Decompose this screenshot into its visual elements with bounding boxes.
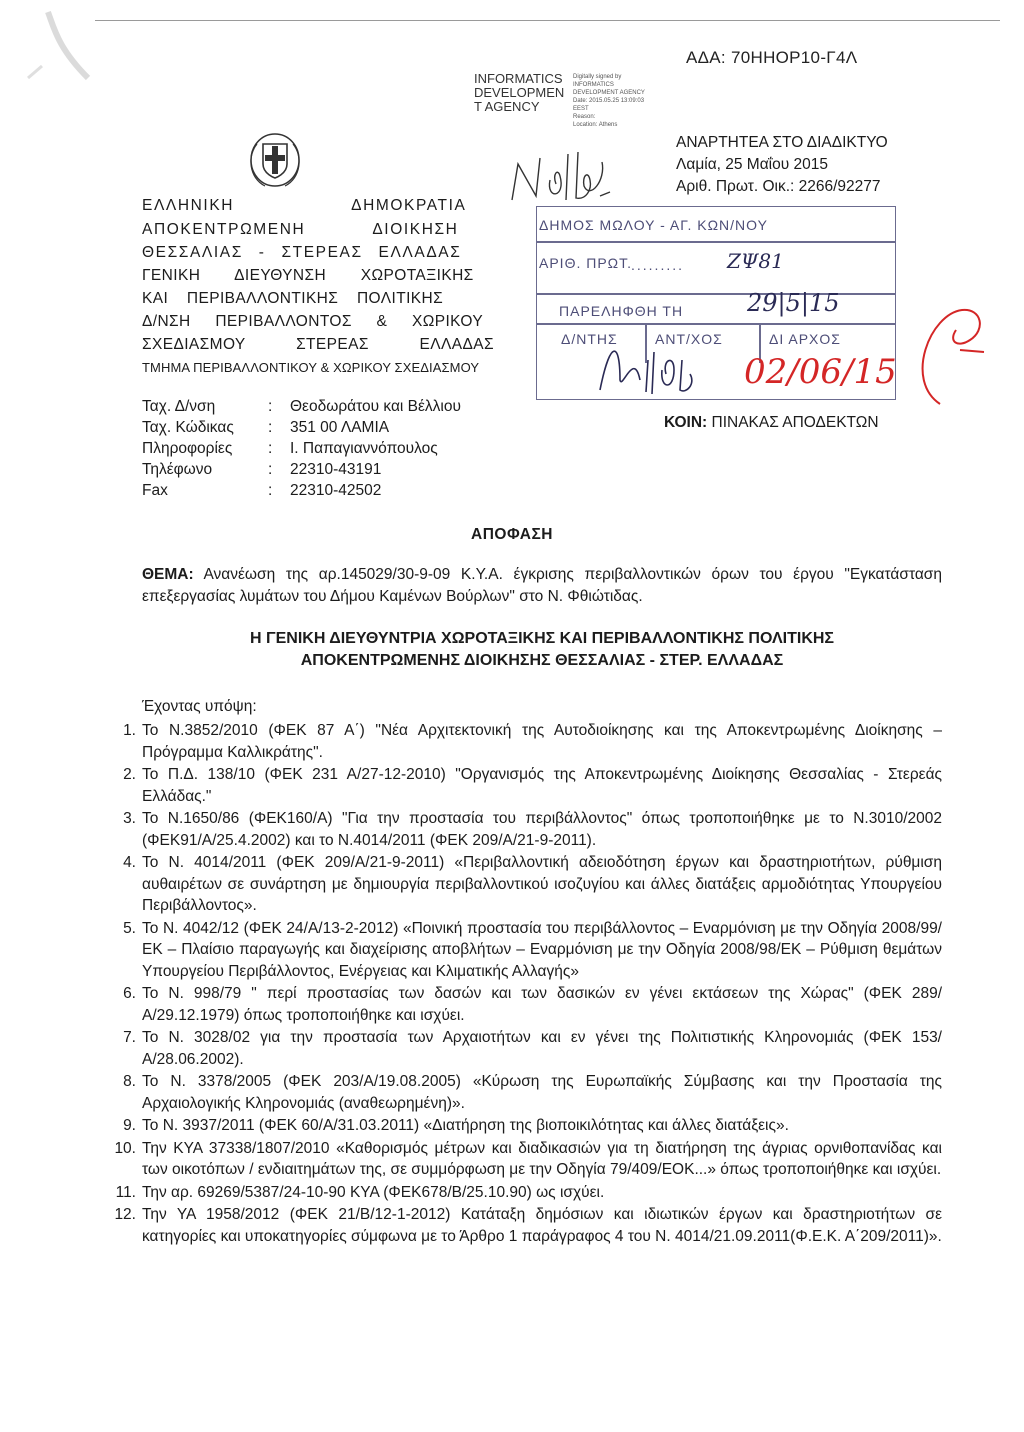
stamp-dots: ......... [631,257,685,273]
list-item [106,1071,942,1114]
list-item [106,983,942,1026]
list-item [106,852,942,917]
stamp-municipality: ΔΗΜΟΣ ΜΩΛΟΥ - ΑΓ. ΚΩΝ/ΝΟΥ [539,217,768,233]
stamp-deputy-label: ΑΝΤ/ΧΟΣ [655,331,723,347]
list-item-number: 7. [123,1029,136,1046]
scan-smudge [18,8,98,88]
list-item-number: 1. [123,722,136,739]
list-item [106,808,942,851]
legal-basis-list [106,720,942,1248]
list-item [106,1182,942,1204]
sig-detail-line: Date: 2015.05.25 13:09:03 [573,98,645,104]
header-text: ΓΕΝΙΚΗ ΔΙΕΥΘΥΝΣΗ ΧΩΡΟΤΑΞΙΚΗΣ [142,267,474,284]
contact-label: Τηλέφωνο [142,461,213,478]
cc-value: ΠΙΝΑΚΑΣ ΑΠΟΔΕΚΤΩΝ [711,414,879,431]
list-item-text: Την ΚΥΑ 37338/1807/2010 «Καθορισμός μέτρων και διαδικασιών για τη διατήρηση της άγριας ορνιθοπανίδας και των οικοτόπων / ενδιαιτημάτων της, σε συμμόρφωση με την Οδηγία 79/409/ΕΟΚ...» όπως τροποποιήθηκε και ισχύει. [142,1139,942,1178]
contact-row [142,440,502,462]
stamp-director-label: Δ/ΝΤΗΣ [561,331,618,347]
list-item-text: Το Ν. 3937/2011 (ΦΕΚ 60/Α/31.03.2011) «Διατήρηση της βιοποικιλότητας και άλλες διατάξεις». [142,1117,789,1134]
list-item-number: 8. [123,1073,136,1090]
list-item-number: 12. [114,1206,136,1223]
scan-edge-line [95,20,1000,21]
subject-text: Ανανέωση της αρ.145029/30-9-09 Κ.Υ.Α. έγκρισης περιβαλλοντικών όρων του έργου "Εγκατάσταση επεξεργασίας λυμάτων του Δήμου Καμένων Βούρλων" στο Ν. Φθιώτιδας. [142,566,942,605]
sig-detail-line: EEST [573,106,589,112]
header-line-2 [142,221,458,239]
list-item-number: 2. [123,766,136,783]
contact-colon: : [268,419,273,436]
contact-label: Ταχ. Κώδικας [142,419,234,436]
posting-title: ΑΝΑΡΤΗΤΕΑ ΣΤΟ ΔΙΑΔΙΚΤΥΟ [676,134,888,151]
sig-detail-line: Digitally signed by [573,74,622,80]
contact-label: Ταχ. Δ/νση [142,398,216,415]
contact-value: Ι. Παπαγιαννόπουλος [290,440,438,457]
header-text: Δ/ΝΣΗ ΠΕΡΙΒΑΛΛΟΝΤΟΣ & ΧΩΡΙΚΟΥ [142,313,484,330]
stamp-divider [537,293,895,295]
list-item-number: 4. [123,854,136,871]
header-line-1 [142,197,472,215]
considering-intro: Έχοντας υπόψη: [142,698,257,715]
header-text: ΕΛΛΗΝΙΚΗ ΔΗΜΟΚΡΑΤΙΑ [142,197,467,214]
sig-detail-line: DEVELOPMENT AGENCY [573,90,645,96]
list-item [106,1115,942,1137]
header-text: ΑΠΟΚΕΝΤΡΩΜΕΝΗ ΔΙΟΙΚΗΣΗ [142,221,459,238]
header-text: ΚΑΙ ΠΕΡΙΒΑΛΛΟΝΤΙΚΗΣ ΠΟΛΙΤΙΚΗΣ [142,290,444,307]
sig-org-line: DEVELOPMEN [474,85,565,100]
sig-detail-line: Location: Athens [573,122,618,128]
contact-row [142,461,502,483]
ada-code: ΑΔΑ: 70ΗΗΟΡ10-Γ4Λ [686,48,858,67]
header-line-7 [142,336,494,354]
list-item-text: Το Π.Δ. 138/10 (ΦΕΚ 231 Α/27-12-2010) "Οργανισμός της Αποκεντρωμένης Διοίκησης Θεσσαλίας - Στερεάς Ελλάδας." [142,766,942,805]
red-signature-scribble [900,300,990,410]
header-line-5 [142,290,443,308]
contact-row [142,398,502,420]
stamp-received-date: 29|5|15 [747,289,840,317]
list-item [106,764,942,807]
stamp-clerk-label: ΔΙ ΑΡΧΟΣ [769,331,841,347]
subject-label: ΘΕΜΑ: [142,566,194,583]
list-item-number: 3. [123,810,136,827]
stamp-protocol-label: ΑΡΙΘ. ΠΡΩΤ. [539,255,633,271]
document-date: Λαμία, 25 Μαΐου 2015 [676,156,829,173]
header-line-3 [142,244,461,262]
list-item-text: Το Ν. 3378/2005 (ΦΕΚ 203/Α/19.08.2005) «Κύρωση της Ευρωπαϊκής Σύμβασης και την Προστασία της Αρχαιολογικής Κληρονομιάς (αναθεωρημένη)». [142,1073,942,1112]
digital-signature-details [573,73,645,129]
header-line-6 [142,313,483,331]
header-line-4 [142,267,474,285]
contact-value: 22310-42502 [290,482,382,499]
cc-label: ΚΟΙΝ: [664,414,708,431]
contact-value: 351 00 ΛΑΜΙΑ [290,419,390,436]
list-item-text: Το Ν. 998/79 " περί προστασίας των δασών και των δασικών εν γένει εκτάσεων της Χώρας" (ΦΕΚ 289/Α/29.12.1979) όπως τροποποιήθηκε και ισχύει. [142,985,942,1024]
contact-label: Fax [142,482,168,499]
list-item [106,1027,942,1070]
sig-detail-line: INFORMATICS [573,82,614,88]
issuing-authority-line: ΑΠΟΚΕΝΤΡΩΜΕΝΗΣ ΔΙΟΙΚΗΣΗΣ ΘΕΣΣΑΛΙΑΣ - ΣΤΕΡ. ΕΛΛΑΔΑΣ [300,652,784,669]
stamp-protocol-value: ΖΨ81 [727,249,784,273]
sig-org-line: INFORMATICS [474,71,563,86]
red-handwritten-date: 02/06/15 [744,352,897,392]
list-item [106,1204,942,1247]
greek-coat-of-arms-icon [243,128,307,192]
sig-detail-line: Reason: [573,114,596,120]
contact-value: 22310-43191 [290,461,382,478]
contact-row [142,419,502,441]
stamp-received-label: ΠΑΡΕΛΗΦΘΗ ΤΗ [559,303,684,319]
list-item-number: 10. [114,1139,136,1157]
list-item [106,1138,942,1181]
list-item-text: Την αρ. 69269/5387/24-10-90 ΚΥΑ (ΦΕΚ678/Β/25.10.90) ως ισχύει. [142,1183,605,1201]
handwritten-scribble [590,330,750,400]
contact-colon: : [268,440,273,457]
contact-value: Θεοδωράτου και Βέλλιου [290,398,461,415]
contact-colon: : [268,398,273,415]
handwritten-stamp-note [590,330,750,400]
digital-signature-organisation [474,72,574,114]
cc-line [664,414,879,432]
header-text: ΣΧΕΔΙΑΣΜΟΥ ΣΤΕΡΕΑΣ ΕΛΛΑΔΑΣ [142,336,495,353]
issuing-authority [142,628,942,672]
sig-org-line: T AGENCY [474,99,540,114]
list-item-number: 11. [115,1183,136,1201]
stamp-divider [537,323,895,325]
contact-row [142,482,502,504]
stamp-divider [537,241,895,243]
list-item-text: Το Ν.3852/2010 (ΦΕΚ 87 Α΄) "Νέα Αρχιτεκτονική της Αυτοδιοίκησης και της Αποκεντρωμένης Διοίκησης – Πρόγραμμα Καλλικράτης". [142,722,942,761]
department-name: ΤΜΗΜΑ ΠΕΡΙΒΑΛΛΟΝΤΙΚΟΥ & ΧΩΡΙΚΟΥ ΣΧΕΔΙΑΣΜΟΥ [142,360,480,375]
handwritten-initials [506,140,616,208]
list-item-number: 5. [123,919,136,937]
list-item [106,918,942,983]
document-title: ΑΠΟΦΑΣΗ [471,526,553,543]
list-item-text: Το Ν. 3028/02 για την προστασία των Αρχαιοτήτων και εν γένει της Πολιτιστικής Κληρονομιάς (ΦΕΚ 153/Α/28.06.2002). [142,1029,942,1068]
list-item-text: Το Ν. 4014/2011 (ΦΕΚ 209/Α/21-9-2011) «Περιβαλλοντική αδειοδότηση έργων και δραστηριοτήτων, ρύθμιση αυθαιρέτων σε συνάρτηση με δημιουργία περιβαλλοντικού ισοζυγίου και άλλες διατάξεις αρμοδιότητας Υπουργείου Περιβάλλοντος». [142,854,942,914]
header-text: ΘΕΣΣΑΛΙΑΣ - ΣΤΕΡΕΑΣ ΕΛΛΑΔΑΣ [142,244,462,261]
list-item-number: 6. [123,985,136,1002]
list-item [106,720,942,763]
list-item-number: 9. [123,1117,136,1134]
protocol-number: Αριθ. Πρωτ. Οικ.: 2266/92277 [676,178,881,195]
subject-block [142,564,942,608]
contact-colon: : [268,482,273,499]
list-item-text: Την ΥΑ 1958/2012 (ΦΕΚ 21/Β/12-1-2012) Κατάταξη δημόσιων και ιδιωτικών έργων και δραστηριοτήτων σε κατηγορίες και υποκατηγορίες σύμφωνα με το Άρθρο 1 παράγραφος 4 του Ν. 4014/21.09.2011(Φ.Ε.Κ. Α΄209/2011)». [142,1206,942,1245]
list-item-text: Το Ν. 4042/12 (ΦΕΚ 24/Α/13-2-2012) «Ποινική προστασία του περιβάλλοντος – Εναρμόνιση με την Οδηγία 2008/99/ΕΚ – Πλαίσιο παραγωγής και διαχείρισης αποβλήτων – Εναρμόνιση με την Οδηγία 2008/98/ΕΚ – Ρύθμιση θεμάτων Υπουργείου Περιβάλλοντος, Ενέργειας και Κλιματικής Αλλαγής» [142,919,942,980]
list-item-text: Το Ν.1650/86 (ΦΕΚ160/Α) "Για την προστασία του περιβάλλοντος" όπως τροποποιήθηκε με το Ν.3010/2002 (ΦΕΚ91/Α/25.4.2002) και το Ν.4014/2011 (ΦΕΚ 209/Α/21-9-2011). [142,810,942,849]
contact-colon: : [268,461,273,478]
issuing-authority-line: Η ΓΕΝΙΚΗ ΔΙΕΥΘΥΝΤΡΙΑ ΧΩΡΟΤΑΞΙΚΗΣ ΚΑΙ ΠΕΡΙΒΑΛΛΟΝΤΙΚΗΣ ΠΟΛΙΤΙΚΗΣ [249,630,835,647]
contact-label: Πληροφορίες [142,440,233,457]
